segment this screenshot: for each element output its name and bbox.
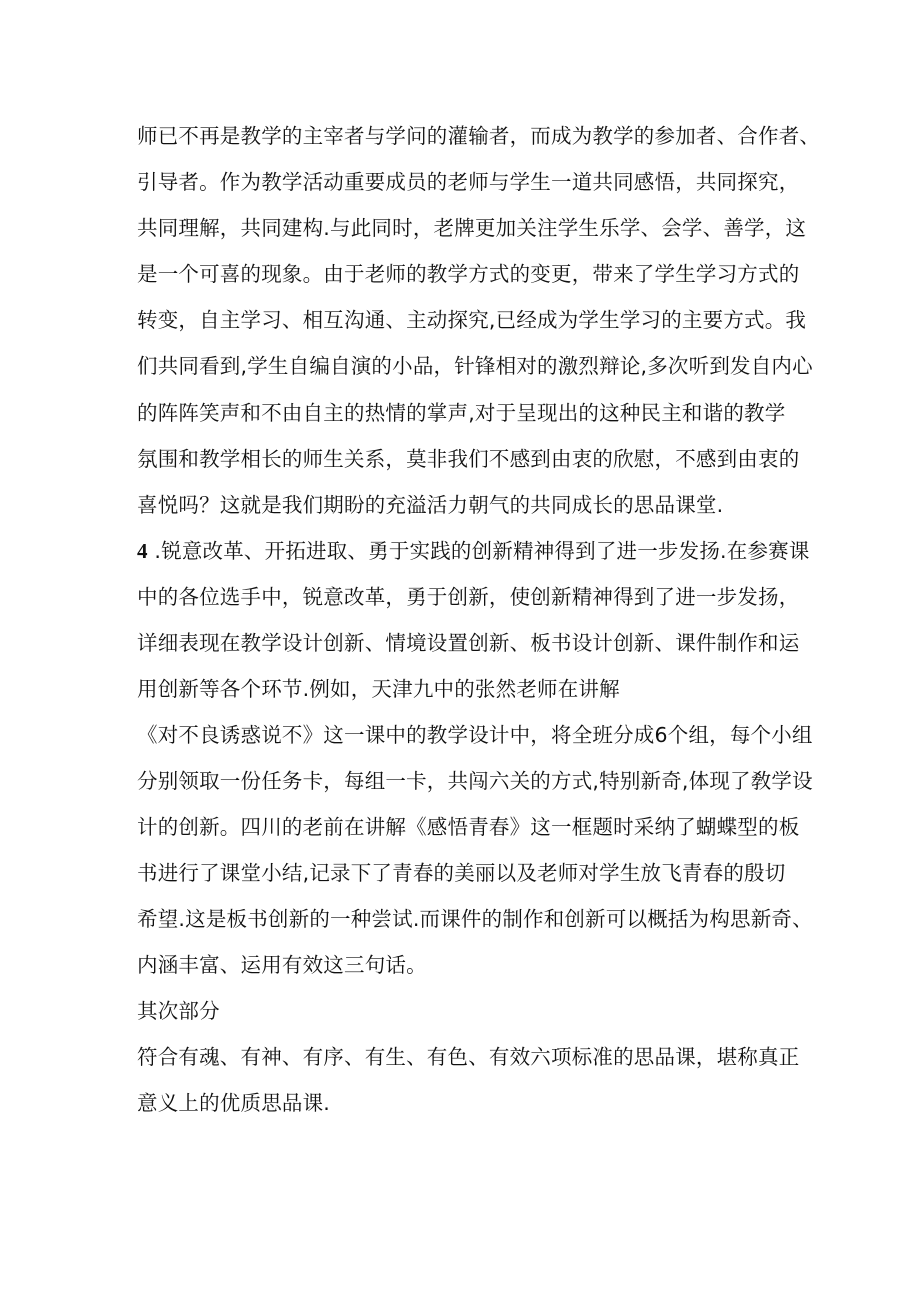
paragraph-1-line-4: 是一个可喜的现象。由于老师的教学方式的变更，带来了学生学习方式的: [137, 262, 800, 286]
paragraph-1-line-6: 们共同看到,学生自编自演的小品，针锋相对的激烈辩论,多次听到发自内心: [137, 354, 813, 378]
paragraph-1-line-8: 氛围和教学相长的师生关系，莫非我们不感到由衷的欣慰，不感到由衷的: [137, 447, 800, 471]
paragraph-1-line-7: 的阵阵笑声和不由自主的热情的掌声,对于呈现出的这种民主和谐的教学: [137, 401, 786, 425]
paragraph-3-line-1: 符合有魂、有神、有序、有生、有色、有效六项标准的思品课，堪称真正: [137, 1045, 800, 1069]
paragraph-2-line-10: 内涵丰富、运用有效这三句话。: [137, 953, 427, 977]
list-number: 4: [137, 539, 148, 563]
paragraph-2-line-8: 书进行了课堂小结,记录下了青春的美丽以及老师对学生放飞青春的殷切: [137, 861, 786, 885]
section-heading: 其次部分: [137, 999, 220, 1023]
paragraph-2-line-6: 分别领取一份任务卡，每组一卡，共闯六关的方式,特别新奇,体现了敎学设: [137, 769, 813, 793]
paragraph-2-line-3: 详细表现在教学设计创新、情境设置创新、板书设计创新、课件制作和运: [137, 631, 800, 655]
paragraph-2-line-7: 计的创新。四川的老前在讲解《感悟青春》这一框题时采纳了蝴蝶型的板: [137, 815, 800, 839]
paragraph-2-first-line-text: .锐意改革、开拓进取、勇于实践的创新精神得到了进一步发扬.在参赛课: [147, 539, 810, 563]
paragraph-2-line-1: [137, 531, 810, 571]
paragraph-2-line-5: 《对不良诱惑说不》这一课中的教学设计中，将全班分成6个组，每个小组: [137, 723, 813, 747]
paragraph-2-line-9: 希望.这是板书创新的一种尝试.而课件的制作和创新可以概括为构思新奇、: [137, 907, 813, 931]
paragraph-2-line-4: 用创新等各个环节.例如，天津九中的张然老师在讲解: [137, 677, 620, 701]
paragraph-1-line-5: 转变，自主学习、相互沟通、主动探究,已经成为学生学习的主要方式。我: [137, 308, 807, 332]
paragraph-2-line-2: 中的各位选手中，锐意改革，勇于创新，使创新精神得到了进一步发扬，: [137, 585, 800, 609]
paragraph-1-line-1: 师已不再是教学的主宰者与学问的灌输者，而成为教学的参加者、合作者、: [137, 124, 821, 148]
paragraph-1-line-2: 引导者。作为教学活动重要成员的老师与学生一道共同感悟，共同探究，: [137, 170, 800, 194]
paragraph-3-line-2: 意义上的优质思品课.: [137, 1091, 331, 1115]
paragraph-1-line-3: 共同理解，共同建构.与此同时，老牌更加关注学生乐学、会学、善学，这: [137, 216, 807, 240]
paragraph-1-line-9: 喜悦吗？这就是我们期盼的充溢活力朝气的共同成长的思品课堂.: [137, 493, 724, 517]
